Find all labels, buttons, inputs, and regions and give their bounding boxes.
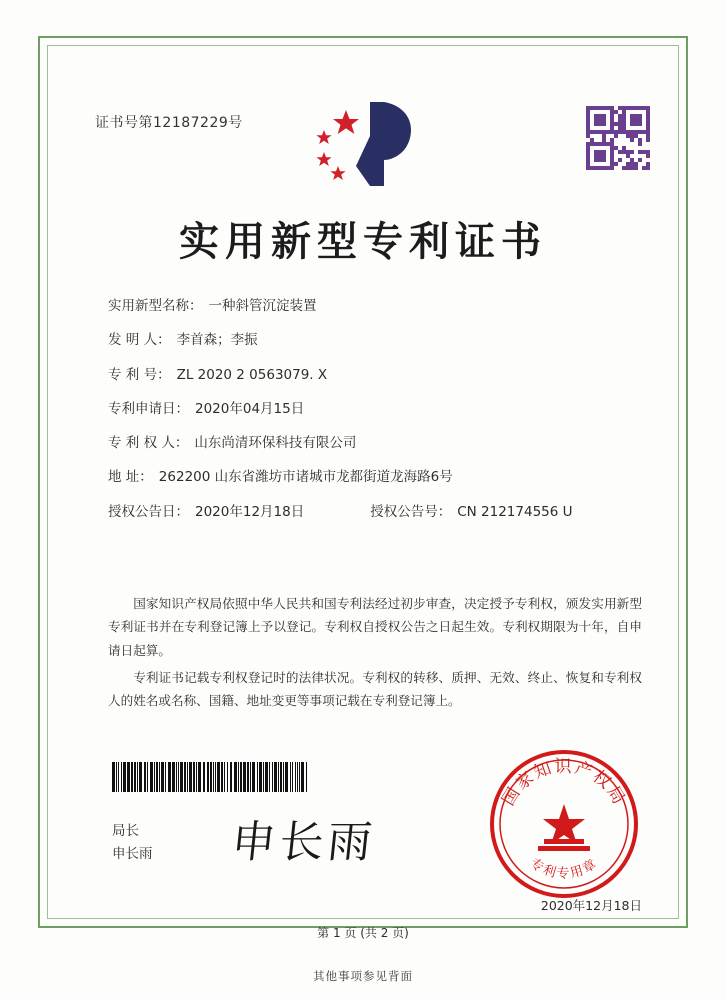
field-label: 地 址：: [108, 469, 153, 486]
official-red-seal: [488, 748, 640, 900]
grant-number-group: [370, 502, 572, 522]
director-name-label: 申长雨: [112, 845, 153, 862]
field-row-name: [108, 296, 640, 316]
field-row-address: [108, 467, 640, 487]
field-value-grant-date: 2020年12月18日: [195, 503, 305, 520]
field-label-grant-number: 授权公告号：: [370, 503, 452, 520]
seal-date: 2020年12月18日: [540, 898, 642, 913]
field-value: 262200 山东省潍坊市诸城市龙都街道龙海路6号: [158, 469, 453, 486]
field-label: 实用新型名称：: [108, 298, 203, 314]
barcode: [112, 762, 308, 792]
field-value: ZL 2020 2 0563079. X: [176, 366, 328, 383]
svg-text:国家知识产权局: 国家知识产权局: [498, 757, 630, 810]
field-label: 发 明 人：: [108, 332, 171, 349]
field-row-grant-announcement: [108, 502, 640, 522]
field-value: 一种斜管沉淀装置: [208, 298, 317, 314]
certificate-number: 证书号第12187229号: [95, 115, 243, 131]
qr-code-icon: [586, 106, 650, 170]
handwritten-signature: 申长雨: [228, 817, 379, 868]
page-title: 实用新型专利证书: [179, 219, 547, 265]
field-label-grant-date: 授权公告日：: [108, 503, 189, 520]
field-label: 专 利 权 人：: [108, 435, 189, 451]
signature-labels: [112, 820, 153, 866]
legal-paragraph-1: 国家知识产权局依照中华人民共和国专利法经过初步审查，决定授予专利权，颁发实用新型专利证书并在专利登记簿上予以登记。专利权自授权公告之日起生效。专利权期限为十年，自申请日起算。: [108, 596, 642, 658]
corner-ornament-bottom-right: [652, 892, 688, 928]
field-value: 2020年04月15日: [195, 400, 305, 417]
svg-text:专利专用章: 专利专用章: [527, 855, 601, 882]
field-row-patent-number: [108, 365, 640, 385]
field-value-grant-number: CN 212174556 U: [457, 503, 573, 520]
director-title-label: 局长: [112, 823, 139, 839]
field-label: 专 利 号：: [108, 366, 171, 383]
cnipa-logo-icon: [298, 96, 428, 192]
legal-paragraph-2: 专利证书记载专利权登记时的法律状况。专利权的转移、质押、无效、终止、恢复和专利权人的姓名或名称、国籍、地址变更等事项记载在专利登记簿上。: [108, 669, 642, 709]
field-value: 山东尚清环保科技有限公司: [194, 435, 357, 451]
page-number: 第 1 页 (共 2 页): [317, 926, 409, 940]
corner-ornament-top-left: [38, 36, 74, 72]
field-row-application-date: [108, 399, 640, 419]
field-value: 李首森；李振: [176, 332, 258, 349]
certificate-fields: [108, 296, 640, 536]
corner-ornament-top-right: [652, 36, 688, 72]
field-row-inventor: [108, 330, 640, 350]
field-label: 专利申请日：: [108, 400, 189, 417]
field-row-patentee: [108, 433, 640, 453]
corner-ornament-bottom-left: [38, 892, 74, 928]
legal-text: [108, 592, 642, 716]
footnote: 其他事项参见背面: [313, 969, 413, 983]
